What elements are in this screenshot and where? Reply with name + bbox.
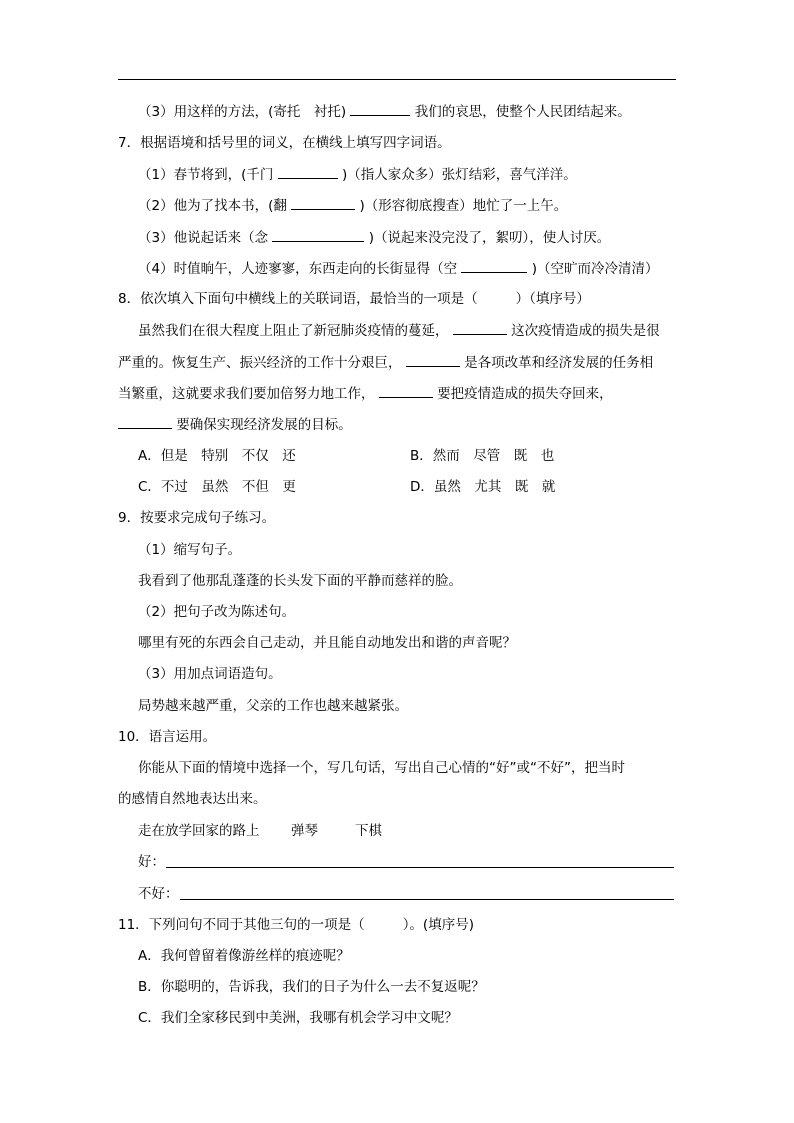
q8-p3-pre: 当繁重，这就要求我们要加倍努力地工作， [118,386,375,402]
q10-bad-answer-line[interactable] [180,899,674,900]
q9-s2-label: （2）把句子改为陈述句。 [138,604,296,620]
answer-blank[interactable] [453,320,507,335]
q7-item2 [138,195,567,216]
answer-blank[interactable] [379,383,433,398]
q8-para-line3 [118,383,613,404]
q8-p3-post: 要把疫情造成的损失夺回来， [437,386,613,402]
q10-context-1: 走在放学回家的路上 [138,823,260,839]
q10-good-label: 好： [138,854,165,870]
answer-blank[interactable] [350,101,410,116]
q9-s1-label: （1）缩写句子。 [138,542,242,558]
q8-para-line1 [138,320,660,341]
q7-item2-post: )（形容彻底搜查）地忙了一上午。 [359,198,568,214]
answer-blank[interactable] [291,195,355,210]
q8-p1-post: 这次疫情造成的损失是很 [511,323,660,339]
q7-item4-post: )（空旷而冷冷清清） [531,261,659,277]
q7-item1-pre: （1）春节将到，(千门 [138,167,274,183]
q8-p4-post: 要确保实现经济发展的目标。 [176,417,352,433]
q9-s3-label: （3）用加点词语造句。 [138,666,282,682]
q6-item3-post: 我们的哀思，使整个人民团结起来。 [414,104,631,120]
q7-item4 [138,258,658,279]
q8-option-d[interactable]: D．虽然 尤其 既 就 [410,479,556,495]
q8-para-line4 [118,414,352,435]
answer-blank[interactable] [272,227,364,242]
q10-good-answer-line[interactable] [166,867,674,868]
q9-s2-text: 哪里有死的东西会自己走动，并且能自动地发出和谐的声音呢？ [138,635,516,651]
q7-item4-pre: （4）时值晌午，人迹寥寥，东西走向的长街显得（空 [138,261,458,277]
q9-s3-text: 局势越来越严重，父亲的工作也越来越紧张。 [138,698,408,714]
q8-title-pre: 8．依次填入下面句中横线上的关联词语，最恰当的一项是（ [118,291,478,307]
q8-title-post: ）（填序号） [515,291,590,307]
q11-option-b[interactable]: B．你聪明的，告诉我，我们的日子为什么一去不复返呢？ [138,979,485,995]
answer-blank[interactable] [406,352,460,367]
q11-option-a[interactable]: A．我何曾留着像游丝样的痕迹呢？ [138,948,350,964]
q11-title-pre: 11．下列问句不同于其他三句的一项是（ [118,917,365,933]
q10-title: 10．语言运用。 [118,729,217,745]
q8-option-b[interactable]: B．然而 尽管 既 也 [410,448,555,464]
header-rule [118,79,676,80]
q7-item1 [138,164,577,185]
answer-blank[interactable] [118,414,172,429]
q7-item3-pre: （3）他说起话来（念 [138,230,269,246]
q6-item3 [138,101,631,122]
q11-title [118,915,474,935]
q10-context-2: 弹琴 [291,823,318,839]
q7-item3 [138,227,610,248]
q8-title [118,289,590,309]
q8-p2-post: 是各项改革和经济发展的任务相 [464,355,654,371]
q10-context-3: 下棋 [355,823,382,839]
q9-s1-text: 我看到了他那乱蓬蓬的长头发下面的平静而慈祥的脸。 [138,573,462,589]
q7-title: 7．根据语境和括号里的词义，在横线上填写四字词语。 [118,135,451,151]
q10-para-line1: 你能从下面的情境中选择一个，写几句话，写出自己心情的“好”或“不好”，把当时 [138,760,625,776]
q7-item1-post: )（指人家众多）张灯结彩，喜气洋洋。 [341,167,577,183]
q8-para-line2 [118,352,653,373]
answer-blank[interactable] [461,258,527,273]
q8-option-c[interactable]: C．不过 虽然 不但 更 [138,479,296,495]
answer-blank[interactable] [278,164,338,179]
q11-option-c[interactable]: C．我们全家移民到中美洲，我哪有机会学习中文呢？ [138,1010,458,1026]
q7-item2-pre: （2）他为了找本书，(翻 [138,198,287,214]
q6-item3-pre: （3）用这样的方法，(寄托 衬托) [138,104,347,120]
q8-p1-pre: 虽然我们在很大程度上阻止了新冠肺炎疫情的蔓延， [138,323,449,339]
q11-title-post: ）。(填序号) [402,917,474,933]
q8-option-a[interactable]: A．但是 特别 不仅 还 [138,448,296,464]
q7-item3-post: )（说起来没完没了，絮叨），使人讨厌。 [368,230,611,246]
q10-para-line2: 的感情自然地表达出来。 [118,791,267,807]
q9-title: 9．按要求完成句子练习。 [118,510,276,526]
q10-bad-label: 不好： [138,886,179,902]
q8-p2-pre: 严重的。恢复生产、振兴经济的工作十分艰巨， [118,355,402,371]
